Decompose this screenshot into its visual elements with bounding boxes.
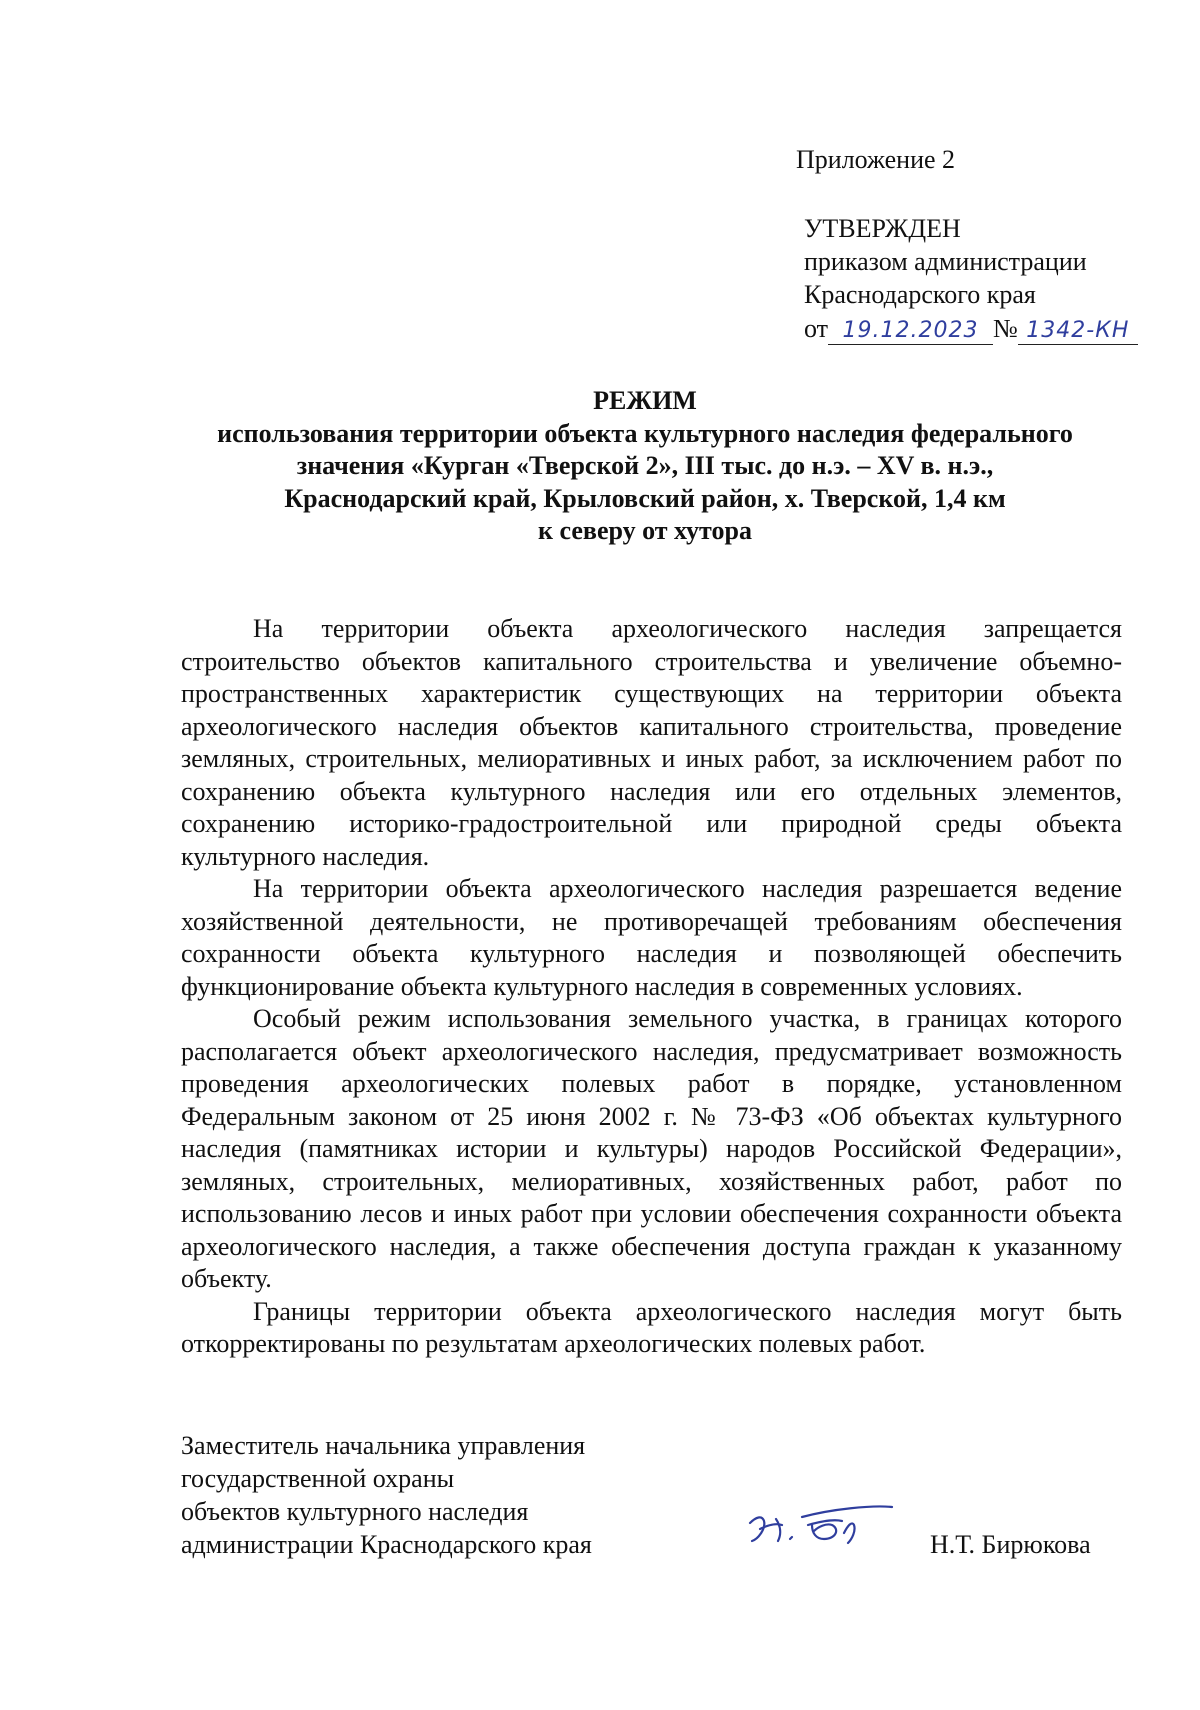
body-paragraph-3: Особый режим использования земельного участка, в границах которого располагается объект археологического наследия, предусматривает возможность проведения археологических полевых работ в порядке, установленном Федеральным законом от 25 июня 2002 г. № 73-ФЗ «Об объектах культурного наследия (памятниках истории и культуры) народов Российской Федерации», земляных, строительных, мелиоративных, хозяйственных работ, работ по использованию лесов и иных работ при условии обеспечения сохранности объекта археологического наследия, а также обеспечения доступа граждан к указанному объекту. xyxy=(181,1004,1122,1293)
title-line-1: РЕЖИМ xyxy=(593,386,697,415)
document-title xyxy=(170,385,1120,548)
approval-date-line xyxy=(804,313,1138,345)
approved-by-order-line1: приказом администрации xyxy=(804,247,1087,276)
signer-position-line2: государственной охраны xyxy=(181,1464,455,1493)
handwritten-number: 1342-КН xyxy=(1026,318,1130,343)
number-field xyxy=(1018,316,1138,345)
title-line-5: к северу от хутора xyxy=(538,516,752,545)
approved-label: УТВЕРЖДЕН xyxy=(804,214,961,243)
signer-position-line4: администрации Краснодарского края xyxy=(181,1530,592,1559)
title-line-3: значения «Курган «Тверской 2», III тыс. до н.э. – XV в. н.э., xyxy=(296,451,994,480)
handwritten-date: 19.12.2023 xyxy=(842,318,979,343)
signer-position-line3: объектов культурного наследия xyxy=(181,1497,529,1526)
date-prefix: от xyxy=(804,314,829,343)
number-prefix: № xyxy=(993,314,1018,343)
signer-position-line1: Заместитель начальника управления xyxy=(181,1431,586,1460)
title-line-4: Краснодарский край, Крыловский район, х. Тверской, 1,4 км xyxy=(284,483,1006,513)
date-field xyxy=(828,316,993,345)
body-paragraph-2: На территории объекта археологического наследия разрешается ведение хозяйственной деятельности, не противоречащей требованиям обеспечения сохранности объекта культурного наследия и позволяющей обеспечить функционирование объекта культурного наследия в современных условиях. xyxy=(181,874,1122,1001)
handwritten-signature-icon xyxy=(742,1495,902,1555)
body-paragraph-4: Границы территории объекта археологического наследия могут быть откорректированы по результатам археологических полевых работ. xyxy=(181,1296,1122,1358)
approved-by-order-line2: Краснодарского края xyxy=(804,280,1036,309)
document-body xyxy=(181,613,1122,1361)
appendix-label: Приложение 2 xyxy=(796,145,956,174)
signer-name: Н.Т. Бирюкова xyxy=(930,1530,1091,1559)
title-line-2: использования территории объекта культурного наследия федерального xyxy=(217,418,1073,448)
body-paragraph-1: На территории объекта археологического наследия запрещается строительство объектов капитального строительства и увеличение объемно-пространственных характеристик существующих на территории объекта археологического наследия объектов капитального строительства, проведение земляных, строительных, мелиоративных и иных работ, за исключением работ по сохранению объекта культурного наследия или его отдельных элементов, сохранению историко-градостроительной или природной среды объекта культурного наследия. xyxy=(181,614,1122,871)
